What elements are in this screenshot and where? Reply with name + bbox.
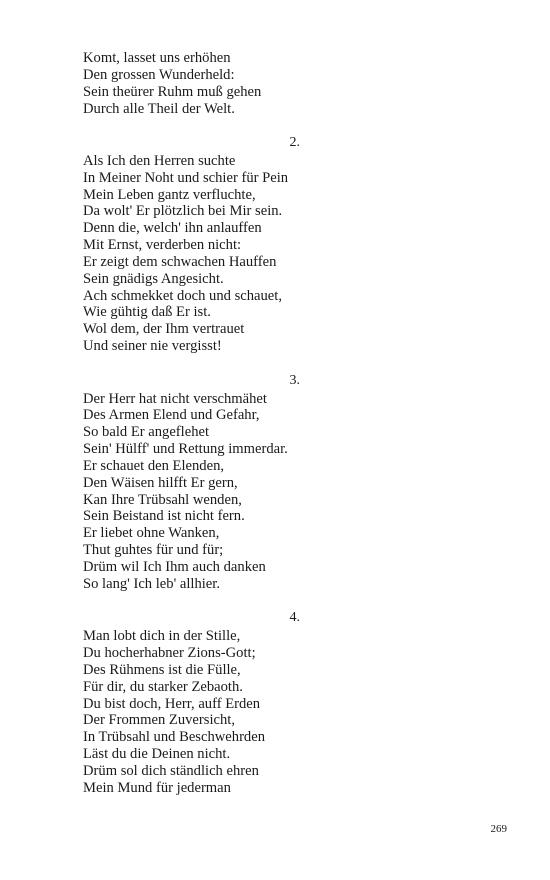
poem-text (83, 50, 308, 797)
verse-line: Mein Leben gantz verfluchte, (83, 186, 256, 203)
verse-line: Und seiner nie vergisst! (83, 338, 222, 355)
verse-line: Thut guhtes für und für; (83, 542, 224, 559)
verse-line: Als Ich den Herren suchte (83, 152, 236, 169)
verse-line: Sein gnädigs Angesicht. (83, 270, 224, 287)
verse-line: Läst du die Deinen nicht. (83, 746, 231, 763)
verse-line: Drüm sol dich ständlich ehren (83, 762, 259, 779)
verse-line: Er schauet den Elenden, (83, 457, 225, 474)
verse-line: Denn die, welch' ihn anlauffen (83, 220, 262, 237)
verse-line: Sein' Hülff' und Rettung immerdar. (83, 441, 288, 458)
verse-line: Sein Beistand ist nicht fern. (83, 508, 245, 525)
stanza-number: 2. (289, 134, 300, 150)
stanza-4 (83, 609, 308, 796)
verse-line: Sein theürer Ruhm muß gehen (83, 83, 262, 100)
verse-line: Da wolt' Er plötzlich bei Mir sein. (83, 203, 283, 220)
verse-line: Er liebet ohne Wanken, (83, 525, 220, 542)
verse-line: Durch alle Theil der Welt. (83, 100, 235, 117)
verse-line: Man lobt dich in der Stille, (83, 628, 241, 645)
verse-line: Ach schmekket doch und schauet, (83, 287, 282, 304)
verse-line: Du bist doch, Herr, auff Erden (83, 695, 261, 712)
verse-line: Er zeigt dem schwachen Hauffen (83, 253, 277, 270)
stanza-number: 3. (289, 372, 300, 388)
verse-line: Drüm wil Ich Ihm auch danken (83, 558, 266, 575)
verse-line: Kan Ihre Trübsahl wenden, (83, 491, 242, 508)
verse-line: Wol dem, der Ihm vertrauet (83, 321, 245, 338)
verse-line: Des Rühmens ist die Fülle, (83, 661, 241, 678)
stanza-2 (83, 134, 308, 355)
verse-line: Für dir, du starker Zebaoth. (83, 678, 243, 695)
verse-line: Du hocherhabner Zions-Gott; (83, 644, 256, 661)
verse-line: Den Wäisen hilfft Er gern, (83, 474, 238, 491)
verse-line: Wie gühtig daß Er ist. (83, 304, 211, 321)
page-number: 269 (490, 823, 507, 835)
verse-line: Komt, lasset uns erhöhen (83, 50, 231, 66)
verse-line: Des Armen Elend und Gefahr, (83, 407, 260, 424)
verse-line: Der Frommen Zuversicht, (83, 712, 235, 729)
verse-line: Mit Ernst, verderben nicht: (83, 237, 242, 254)
stanza-number: 4. (289, 610, 300, 626)
verse-line: So lang' Ich leb' allhier. (83, 575, 220, 592)
verse-line: In Meiner Noht und schier für Pein (83, 169, 289, 186)
stanza-1 (83, 50, 308, 117)
verse-line: Den grossen Wunderheld: (83, 66, 235, 83)
stanza-3 (83, 372, 308, 593)
verse-line: Mein Mund für jederman (83, 779, 231, 796)
verse-line: Der Herr hat nicht verschmähet (83, 390, 267, 407)
verse-line: So bald Er angeflehet (83, 424, 210, 441)
verse-line: In Trübsahl und Beschwehrden (83, 729, 266, 746)
